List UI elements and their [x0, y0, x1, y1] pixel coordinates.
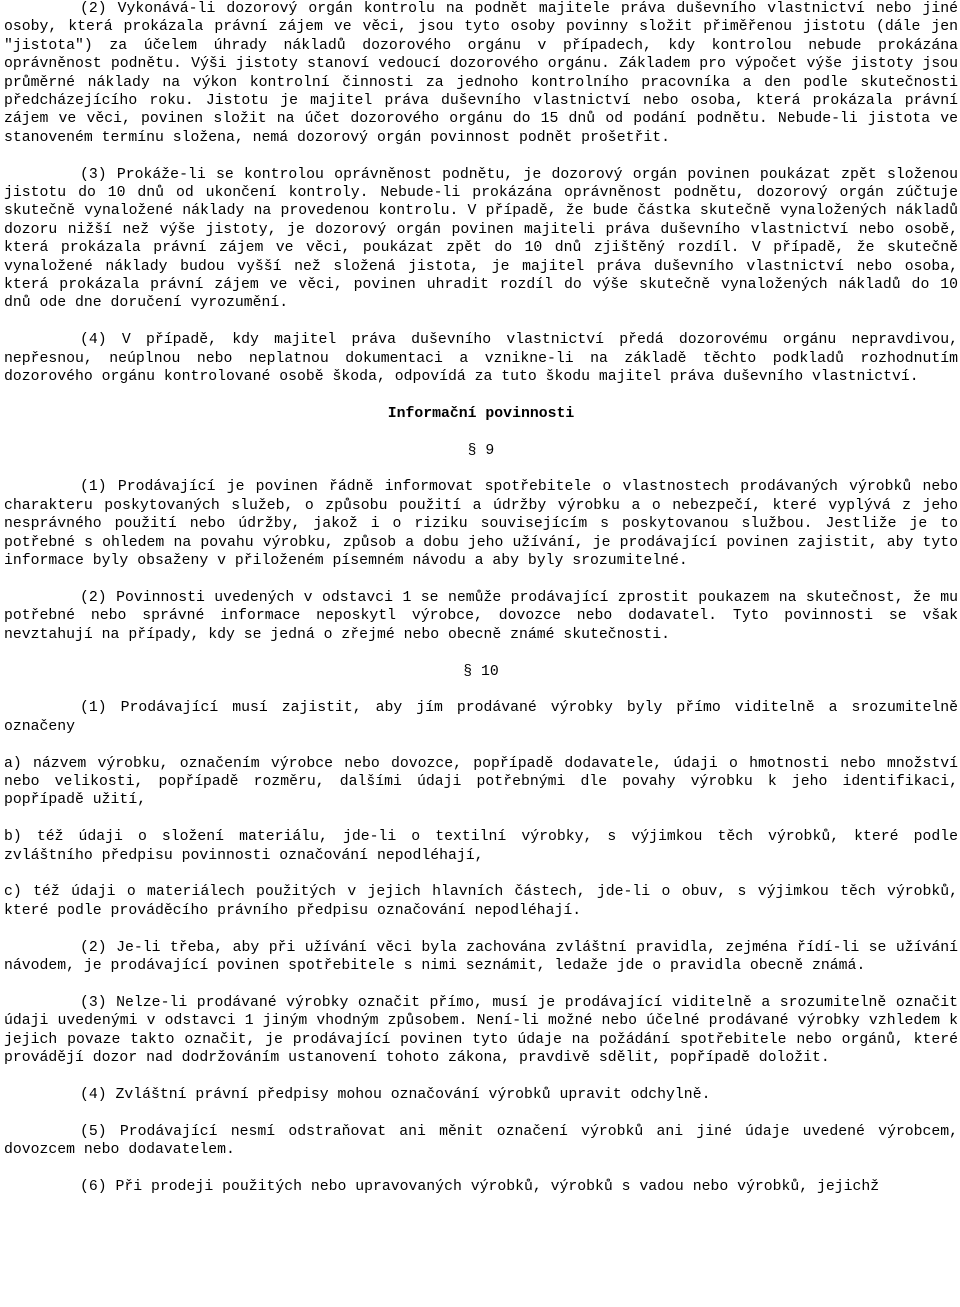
section-9-label: § 9 — [467, 442, 495, 459]
paragraph-2-deposit: (2) Vykonává-li dozorový orgán kontrolu na podnět majitele práva duševního vlastnictví nebo jiné osoby, která prokázala právní zájem ve věci, jsou tyto osoby povinny složit přiměřenou jistotu (dále jen "jistota") za účelem úhrady nákladů dozorového orgánu v případech, kdy kontrolou nebude prokázána oprávněnost podnětu. Výši jistoty stanoví vedoucí dozorového orgánu. Základem pro výpočet výše jistoty jsou průměrné náklady na výkon kontrolní činnosti za jednoho kontrolního pracovníka a den podle skutečnosti předcházejícího roku. Jistotu je majitel práva duševního vlastnictví nebo osoba, která prokázala právní zájem ve věci, povinen složit na účet dozorového orgánu do 15 dnů od podání podnětu. Nebude-li jistota ve stanoveném termínu složena, nemá dozorový orgán povinnost podnět prošetřit. — [4, 1, 958, 146]
paragraph-3-deposit-refund: (3) Prokáže-li se kontrolou oprávněnost podnětu, je dozorový orgán povinen poukázat zpět složenou jistotu do 10 dnů od ukončení kontroly. Nebude-li prokázána oprávněnost podnětu, dozorový orgán zúčtuje skutečně vynaložené náklady na provedenou kontrolu. V případě, že bude částka skutečně vynaložených nákladů dozoru nižší než výše jistoty, je dozorový orgán povinen majiteli práva duševního vlastnictví nebo osobě, která prokázala právní zájem ve věci, poukázat zpět do 10 dnů zjištěný rozdíl. V případě, že skutečně vynaložené náklady budou vyšší než složená jistota, je majitel práva duševního vlastnictví nebo osoba, která prokázala právní zájem ve věci, povinen uhradit rozdíl do výše skutečně vynaložených nákladů do 10 dnů ode dne doručení vyrozumění. — [4, 166, 958, 312]
section-10-paragraph-2: (2) Je-li třeba, aby při užívání věci byla zachována zvláštní pravidla, zejména řídí-li se užívání návodem, je prodávající povinen spotřebitele s nimi seznámit, ledaže jde o pravidla obecně známá. — [4, 939, 958, 974]
section-10-paragraph-1: (1) Prodávající musí zajistit, aby jím prodávané výrobky byly přímo viditelně a srozumitelně označeny — [4, 700, 958, 735]
section-9-paragraph-1: (1) Prodávající je povinen řádně informovat spotřebitele o vlastnostech prodávaných výrobků nebo charakteru poskytovaných služeb, o způsobu použití a údržby výrobku a o nebezpečí, které vyplývá z jeho nesprávného použití nebo údržby, jakož i o riziku souvisejícím s poskytovanou službou. Jestliže je to potřebné s ohledem na povahu výrobku, způsob a dobu jeho užívání, je prodávající povinen zajistit, aby tyto informace byly obsaženy v přiloženém písemném návodu a aby byly srozumitelné. — [4, 479, 958, 570]
section-10-paragraph-4: (4) Zvláštní právní předpisy mohou označování výrobků upravit odchylně. — [80, 1086, 711, 1103]
section-10-item-b: b) též údaji o složení materiálu, jde-li o textilní výrobky, s výjimkou těch výrobků, které podle zvláštního předpisu povinnosti označování nepodléhají, — [4, 829, 958, 864]
section-10-item-a: a) názvem výrobku, označením výrobce nebo dovozce, popřípadě dodavatele, údaji o hmotnosti nebo množství nebo velikosti, popřípadě rozměru, dalšími údaji potřebnými dle povahy výrobku k jeho identifikaci, popřípadě užití, — [4, 755, 958, 809]
section-10-paragraph-3: (3) Nelze-li prodávané výrobky označit přímo, musí je prodávající viditelně a srozumitelně označit údaji uvedenými v odstavci 1 jiným vhodným způsobem. Není-li možné nebo účelné prodávané výrobky vzhledem k jejich povaze takto označit, je prodávající povinen tyto údaje na požádání spotřebitele nebo orgánů, které provádějí dozor nad dodržováním ustanovení tohoto zákona, pravdivě sdělit, popřípadě doložit. — [4, 994, 958, 1066]
paragraph-4-damages: (4) V případě, kdy majitel práva duševního vlastnictví předá dozorovému orgánu nepravdivou, nepřesnou, neúplnou nebo neplatnou dokumentaci a vznikne-li na základě těchto podkladů rozhodnutím dozorového orgánu kontrolované osobě škoda, odpovídá za tuto škodu majitel práva duševního vlastnictví. — [4, 332, 958, 386]
section-10-label: § 10 — [463, 663, 499, 680]
section-heading: Informační povinnosti — [387, 405, 575, 422]
section-10-paragraph-5: (5) Prodávající nesmí odstraňovat ani měnit označení výrobků ani jiné údaje uvedené výrobcem, dovozcem nebo dodavatelem. — [4, 1123, 958, 1158]
section-9-paragraph-2: (2) Povinnosti uvedených v odstavci 1 se nemůže prodávající zprostit poukazem na skutečnost, že mu potřebné nebo správné informace neposkytl výrobce, dovozce nebo dodavatel. Tyto povinnosti se však nevztahují na případy, kdy se jedná o zřejmé nebo obecně známé skutečnosti. — [4, 589, 958, 643]
document-page — [4, 0, 958, 1196]
section-10-paragraph-6: (6) Při prodeji použitých nebo upravovaných výrobků, výrobků s vadou nebo výrobků, jejichž — [80, 1178, 880, 1195]
section-10-item-c: c) též údaji o materiálech použitých v jejich hlavních částech, jde-li o obuv, s výjimkou těch výrobků, které podle prováděcího právního předpisu označování nepodléhají. — [4, 884, 958, 919]
